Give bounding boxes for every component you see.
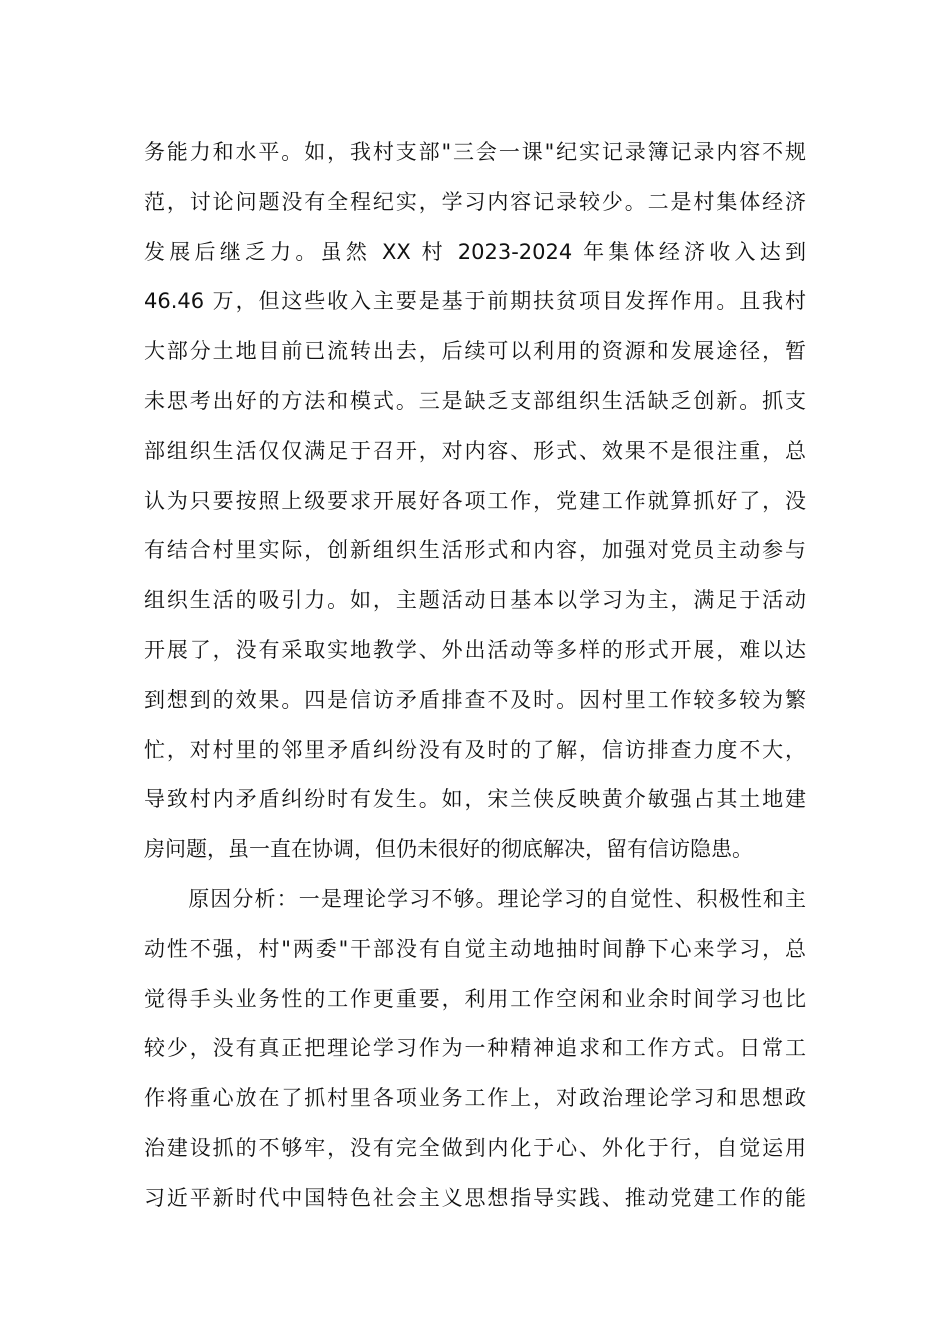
text-line: 导致村内矛盾纠纷时有发生。如，宋兰侠反映黄介敏强占其土地建: [144, 787, 806, 812]
text-line: 习近平新时代中国特色社会主义思想指导实践、推动党建工作的能: [144, 1185, 806, 1210]
text-line: 有结合村里实际，创新组织生活形式和内容，加强对党员主动参与: [144, 538, 806, 563]
text-line: 房问题，虽一直在协调，但仍未很好的彻底解决，留有信访隐患。: [144, 837, 753, 862]
text-line: 动性不强，村"两委"干部没有自觉主动地抽时间静下心来学习，总: [144, 936, 806, 961]
text-line: 部组织生活仅仅满足于召开，对内容、形式、效果不是很注重，总: [144, 438, 806, 463]
text-line: 原因分析：一是理论学习不够。理论学习的自觉性、积极性和主: [144, 886, 806, 911]
text-line: 大部分土地目前已流转出去，后续可以利用的资源和发展途径，暂: [144, 339, 806, 364]
text-line: 较少，没有真正把理论学习作为一种精神追求和工作方式。日常工: [144, 1036, 806, 1061]
text-line: 务能力和水平。如，我村支部"三会一课"纪实记录簿记录内容不规: [144, 140, 806, 164]
text-line: 觉得手头业务性的工作更重要，利用工作空闲和业余时间学习也比: [144, 986, 806, 1011]
text-line: 开展了，没有采取实地教学、外出活动等多样的形式开展，难以达: [144, 637, 806, 662]
text-line: 组织生活的吸引力。如，主题活动日基本以学习为主，满足于活动: [144, 588, 806, 613]
text-line: 到想到的效果。四是信访矛盾排查不及时。因村里工作较多较为繁: [144, 687, 806, 712]
text-line: 认为只要按照上级要求开展好各项工作，党建工作就算抓好了，没: [144, 488, 806, 513]
paragraph-problems: [144, 128, 806, 875]
document-body: [144, 128, 806, 1224]
text-line: 未思考出好的方法和模式。三是缺乏支部组织生活缺乏创新。抓支: [144, 388, 806, 413]
text-line: 治建设抓的不够牢，没有完全做到内化于心、外化于行，自觉运用: [144, 1135, 806, 1160]
text-line: 46.46 万，但这些收入主要是基于前期扶贫项目发挥作用。且我村: [144, 289, 806, 314]
text-line: 发展后继乏力。虽然 XX 村 2023-2024 年集体经济收入达到: [144, 239, 806, 264]
text-line: 忙，对村里的邻里矛盾纠纷没有及时的了解，信访排查力度不大，: [144, 737, 806, 762]
text-line: 作将重心放在了抓村里各项业务工作上，对政治理论学习和思想政: [144, 1086, 806, 1111]
text-line: 范，讨论问题没有全程纪实，学习内容记录较少。二是村集体经济: [144, 189, 806, 214]
paragraph-cause-analysis: [144, 875, 806, 1224]
